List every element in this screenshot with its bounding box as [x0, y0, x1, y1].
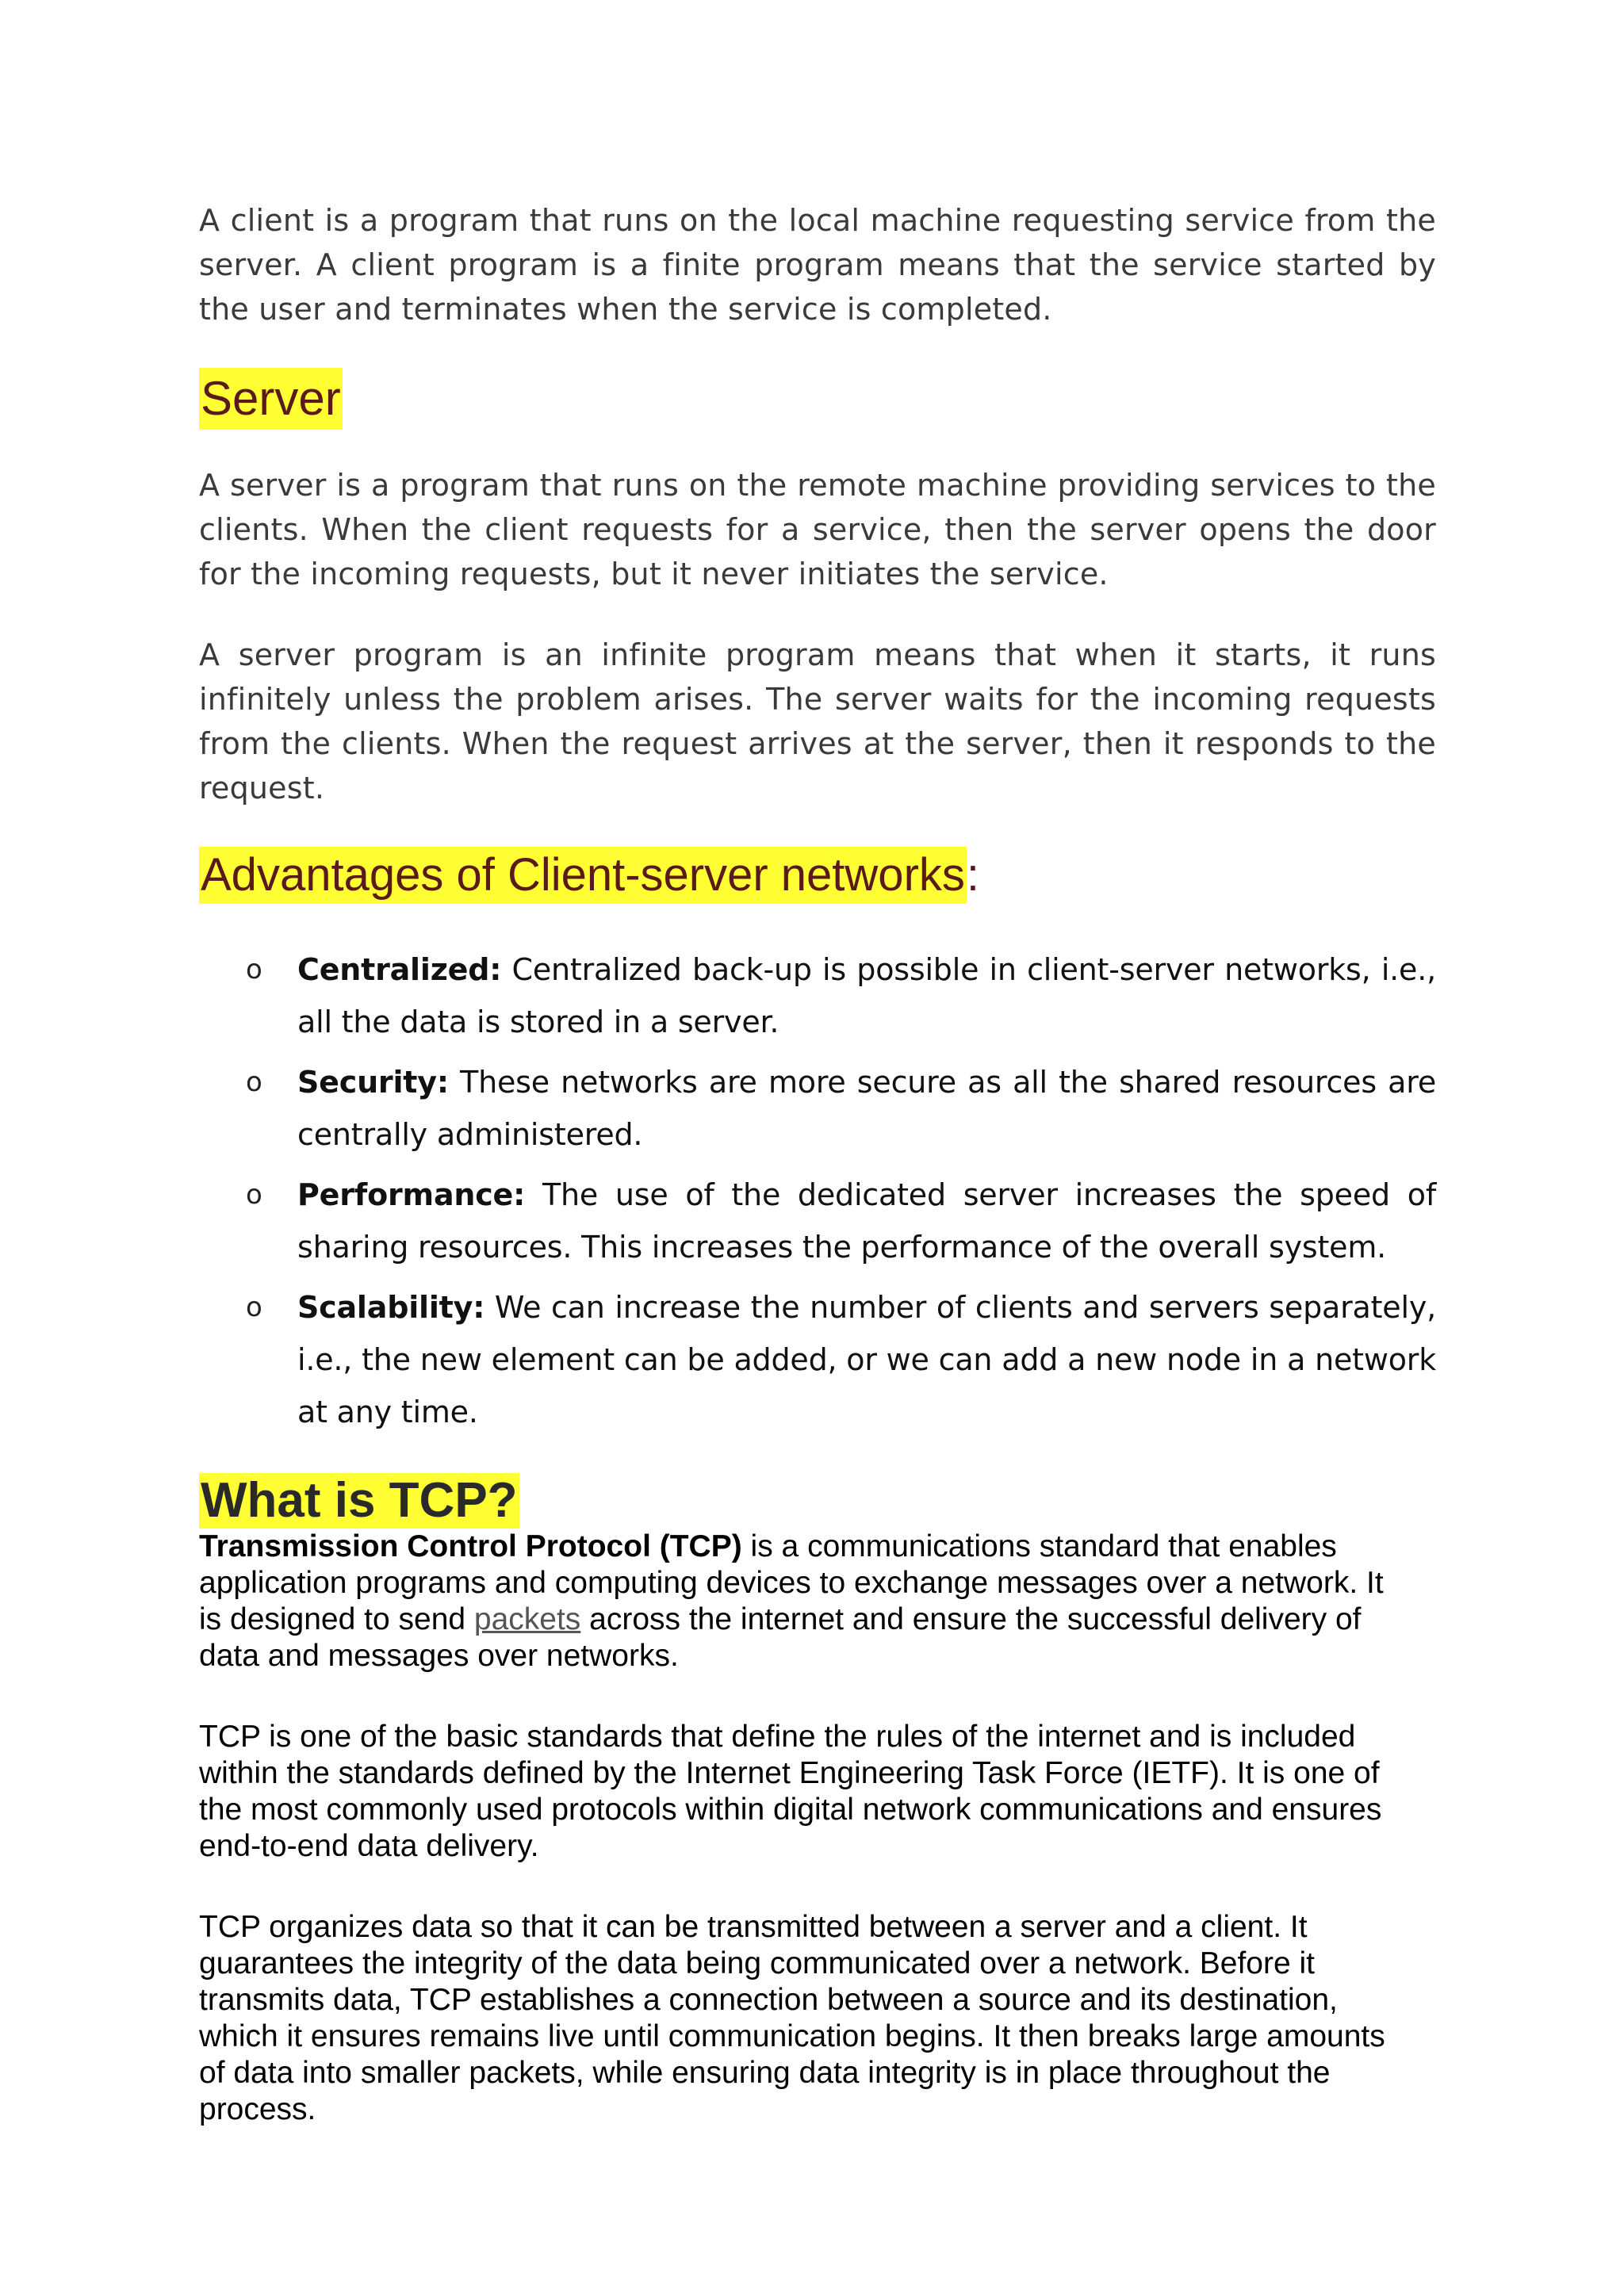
server-paragraph-2: A server program is an infinite program means that when it starts, it runs infinitely unless the problem arises. The server waits for the incoming requests from the clients. When the request arrives at the server, then it responds to the request.	[199, 637, 1436, 806]
advantage-term: Security:	[297, 1065, 449, 1100]
list-item	[199, 1281, 1436, 1438]
bullet-icon: o	[246, 1179, 262, 1211]
list-item	[199, 1169, 1436, 1273]
tcp-term: Transmission Control Protocol (TCP)	[199, 1529, 742, 1563]
advantage-text: These networks are more secure as all the shared resources are centrally administered.	[297, 1065, 1436, 1152]
list-item	[199, 1056, 1436, 1161]
advantage-text: Centralized back-up is possible in client-server networks, i.e., all the data is stored in a server.	[297, 952, 1436, 1039]
advantages-heading-block	[199, 847, 1436, 904]
advantages-heading-colon: :	[966, 849, 980, 901]
intro-paragraph: A client is a program that runs on the local machine requesting service from the server. A client program is a finite program means that the service started by the user and terminates when the service is completed.	[199, 203, 1436, 327]
packets-link[interactable]: packets	[473, 1602, 581, 1636]
advantage-text: The use of the dedicated server increases the speed of sharing resources. This increases the performance of the overall system.	[297, 1177, 1436, 1265]
document-page	[199, 198, 1436, 2172]
advantage-text: We can increase the number of clients and servers separately, i.e., the new element can be added, or we can add a new node in a network at any time.	[297, 1290, 1436, 1429]
server-heading: Server	[199, 368, 343, 430]
advantages-list	[199, 943, 1436, 1438]
tcp-paragraph-2: TCP is one of the basic standards that define the rules of the internet and is included within the standards defined by the Internet Engineering Task Force (IETF). It is one of the most commonly used protocols within digital network communications and ensures end-to-end data delivery.	[199, 1720, 1382, 1863]
advantage-term: Performance:	[297, 1177, 526, 1212]
tcp-paragraph-3: TCP organizes data so that it can be transmitted between a server and a client. It guarantees the integrity of the data being communicated over a network. Before it transmits data, TCP establishes a connection between a source and its destination, which it ensures remains live until communication begins. It then breaks large amounts of data into smaller packets, while ensuring data integrity is in place throughout the process.	[199, 1910, 1385, 2126]
advantage-term: Centralized:	[297, 952, 502, 987]
bullet-icon: o	[246, 1292, 262, 1323]
list-item	[199, 943, 1436, 1048]
bullet-icon: o	[246, 954, 262, 985]
tcp-heading: What is TCP?	[201, 1473, 518, 1528]
advantage-term: Scalability:	[297, 1290, 485, 1325]
server-paragraph-1: A server is a program that runs on the remote machine providing services to the clients. When the client requests for a service, then the server opens the door for the incoming requests, but it never initiates the service.	[199, 468, 1436, 591]
bullet-icon: o	[246, 1066, 262, 1098]
advantages-heading: Advantages of Client-server networks	[199, 847, 967, 904]
tcp-paragraph-1: Transmission Control Protocol (TCP) is a communications standard that enables application programs and computing devices to exchange messages over a network. It is designed to send packets across the internet and ensure the successful delivery of data and messages over networks.	[199, 1529, 1384, 1673]
